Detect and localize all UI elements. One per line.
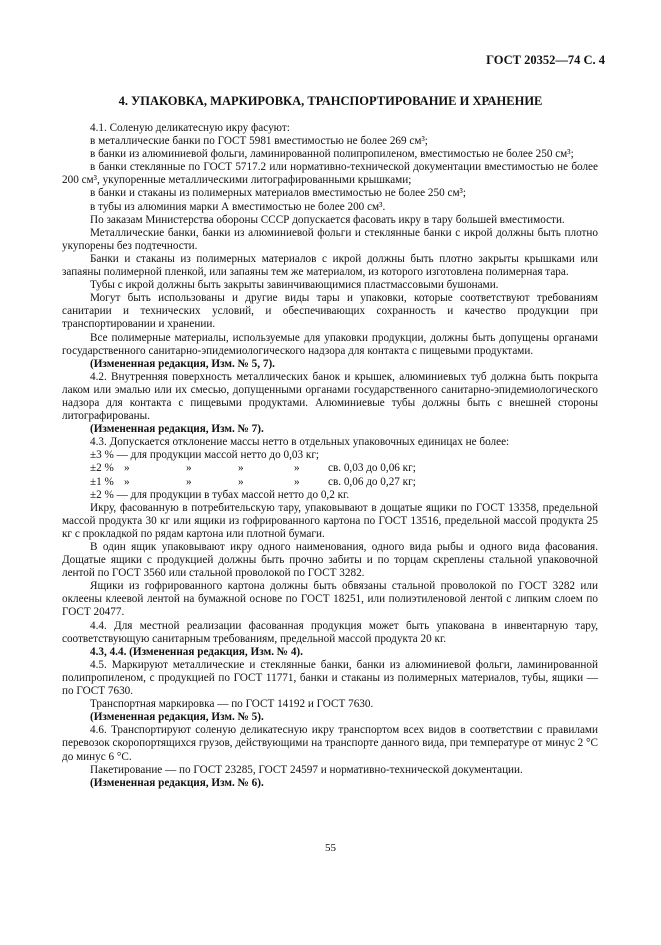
ditto-mark: »	[124, 462, 130, 475]
page-header: ГОСТ 20352—74 С. 4	[486, 53, 605, 67]
paragraph: в банки и стаканы из полимерных материалов вместимостью не более 250 см³;	[90, 187, 466, 200]
paragraph: ±3 % — для продукции массой нетто до 0,03 кг;	[90, 449, 320, 462]
paragraph: 4.1. Соленую деликатесную икру фасуют:	[90, 122, 290, 134]
tolerance-value: ±1 %	[90, 475, 114, 488]
tolerance-range: св. 0,03 до 0,06 кг;	[328, 462, 416, 475]
paragraph: Могут быть использованы и другие виды тары и упаковки, которые соответствуют требованиям санитарии и технических условий, и обеспечивающих сохранность и качество продукции при транспортировании и хранении.	[62, 292, 598, 331]
paragraph: ±2 % — для продукции в тубах массой нетто до 0,2 кг.	[90, 488, 350, 501]
paragraph: Тубы с икрой должны быть закрыты завинчивающимися пластмассовыми бушонами.	[90, 279, 499, 292]
paragraph: Банки и стаканы из полимерных материалов с икрой должны быть плотно закрыты крышками или запаяны полимерной пленкой, или запаяны тем же материалом, из которого изготовлена полимерная тара.	[62, 252, 598, 279]
document-body	[62, 122, 598, 790]
paragraph: Все полимерные материалы, используемые для упаковки продукции, должны быть допущены органами государственного санитарно-эпидемиологического надзора для контакта с пищевыми продуктами.	[62, 331, 598, 357]
paragraph: 4.2. Внутренняя поверхность металлических банок и крышек, алюминиевых туб должна быть покрыта лаком или эмалью или их смесью, допущенными органами государственного санитарно-эпидемиологического надзора для контакта с пищевыми продуктами. Алюминиевые тубы должны быть с внешней стороны литографированы.	[62, 370, 598, 423]
paragraph: в тубы из алюминия марки А вместимостью не более 200 см³.	[90, 200, 386, 213]
ditto-mark: »	[124, 475, 130, 488]
section-title: 4. УПАКОВКА, МАРКИРОВКА, ТРАНСПОРТИРОВАНИЕ И ХРАНЕНИЕ	[118, 94, 543, 108]
paragraph: в металлические банки по ГОСТ 5981 вместимостью не более 269 см³;	[90, 135, 428, 148]
paragraph: Транспортная маркировка — по ГОСТ 14192 и ГОСТ 7630.	[90, 698, 374, 711]
paragraph: 4.3. Допускается отклонение массы нетто в отдельных упаковочных единицах не более:	[90, 436, 510, 449]
paragraph: в банки стеклянные по ГОСТ 5717.2 или нормативно-технической документации вместимостью не более 200 см³, укупоренные металлическими литографированными крышками;	[62, 161, 598, 187]
paragraph: 4.4. Для местной реализации фасованная продукция может быть упакована в инвентарную тару, соответствующую санитарным требованиям, предельной массой продукта 20 кг.	[62, 619, 598, 645]
tolerance-range: св. 0,06 до 0,27 кг;	[328, 475, 416, 488]
ditto-mark: »	[238, 462, 244, 475]
tolerance-row	[62, 462, 598, 475]
ditto-mark: »	[238, 475, 244, 488]
amendment-note: (Измененная редакция, Изм. № 5, 7).	[90, 357, 275, 370]
paragraph: Пакетирование — по ГОСТ 23285, ГОСТ 24597 и нормативно-технической документации.	[90, 763, 523, 776]
amendment-note: (Измененная редакция, Изм. № 7).	[90, 423, 264, 436]
amendment-note: (Измененная редакция, Изм. № 5).	[90, 711, 264, 724]
ditto-mark: »	[294, 462, 300, 475]
paragraph: Металлические банки, банки из алюминиевой фольги и стеклянные банки с икрой должны быть плотно укупорены без подтечности.	[62, 226, 598, 252]
tolerance-row	[62, 476, 598, 489]
paragraph: 4.6. Транспортируют соленую деликатесную икру транспортом всех видов в соответствии с правилами перевозок скоропортящихся грузов, действующими на транспорте данного вида, при температуре от минус 2 °С до минус 6 °С.	[62, 724, 598, 763]
tolerance-value: ±2 %	[90, 462, 114, 475]
ditto-mark: »	[294, 475, 300, 488]
paragraph: 4.5. Маркируют металлические и стеклянные банки, банки из алюминиевой фольги, ламинированной полипропиленом, с продукцией по ГОСТ 11771, банки и стаканы из полимерных материалов, тубы, ящики — по ГОСТ 7630.	[62, 658, 598, 698]
paragraph: в банки из алюминиевой фольги, ламинированной полипропиленом, вместимостью не более 250 см³;	[90, 148, 574, 161]
paragraph: В один ящик упаковывают икру одного наименования, одного вида рыбы и одного вида фасования. Дощатые ящики с продукцией должны быть прочно забиты и по торцам скреплены стальной упаковочной лентой по ГОСТ 3560 или стальной проволокой по ГОСТ 3282.	[62, 541, 598, 580]
paragraph: Ящики из гофрированного картона должны быть обвязаны стальной проволокой по ГОСТ 3282 или оклеены клеевой лентой на бумажной основе по ГОСТ 18251, или полиэтиленовой лентой с липким слоем по ГОСТ 20477.	[62, 580, 598, 619]
page-number: 55	[325, 842, 336, 854]
paragraph: Икру, фасованную в потребительскую тару, упаковывают в дощатые ящики по ГОСТ 13358, предельной массой продукта 30 кг или ящики из гофрированного картона по ГОСТ 13516, предельной массой продукта 25 кг с прокладкой по рядам картона или плотной бумаги.	[62, 501, 598, 540]
amendment-note: (Измененная редакция, Изм. № 6).	[90, 776, 264, 789]
paragraph: По заказам Министерства обороны СССР допускается фасовать икру в тару большей вместимости.	[90, 213, 565, 226]
amendment-note: 4.3, 4.4. (Измененная редакция, Изм. № 4).	[90, 645, 303, 658]
ditto-mark: »	[186, 475, 192, 488]
ditto-mark: »	[186, 462, 192, 475]
